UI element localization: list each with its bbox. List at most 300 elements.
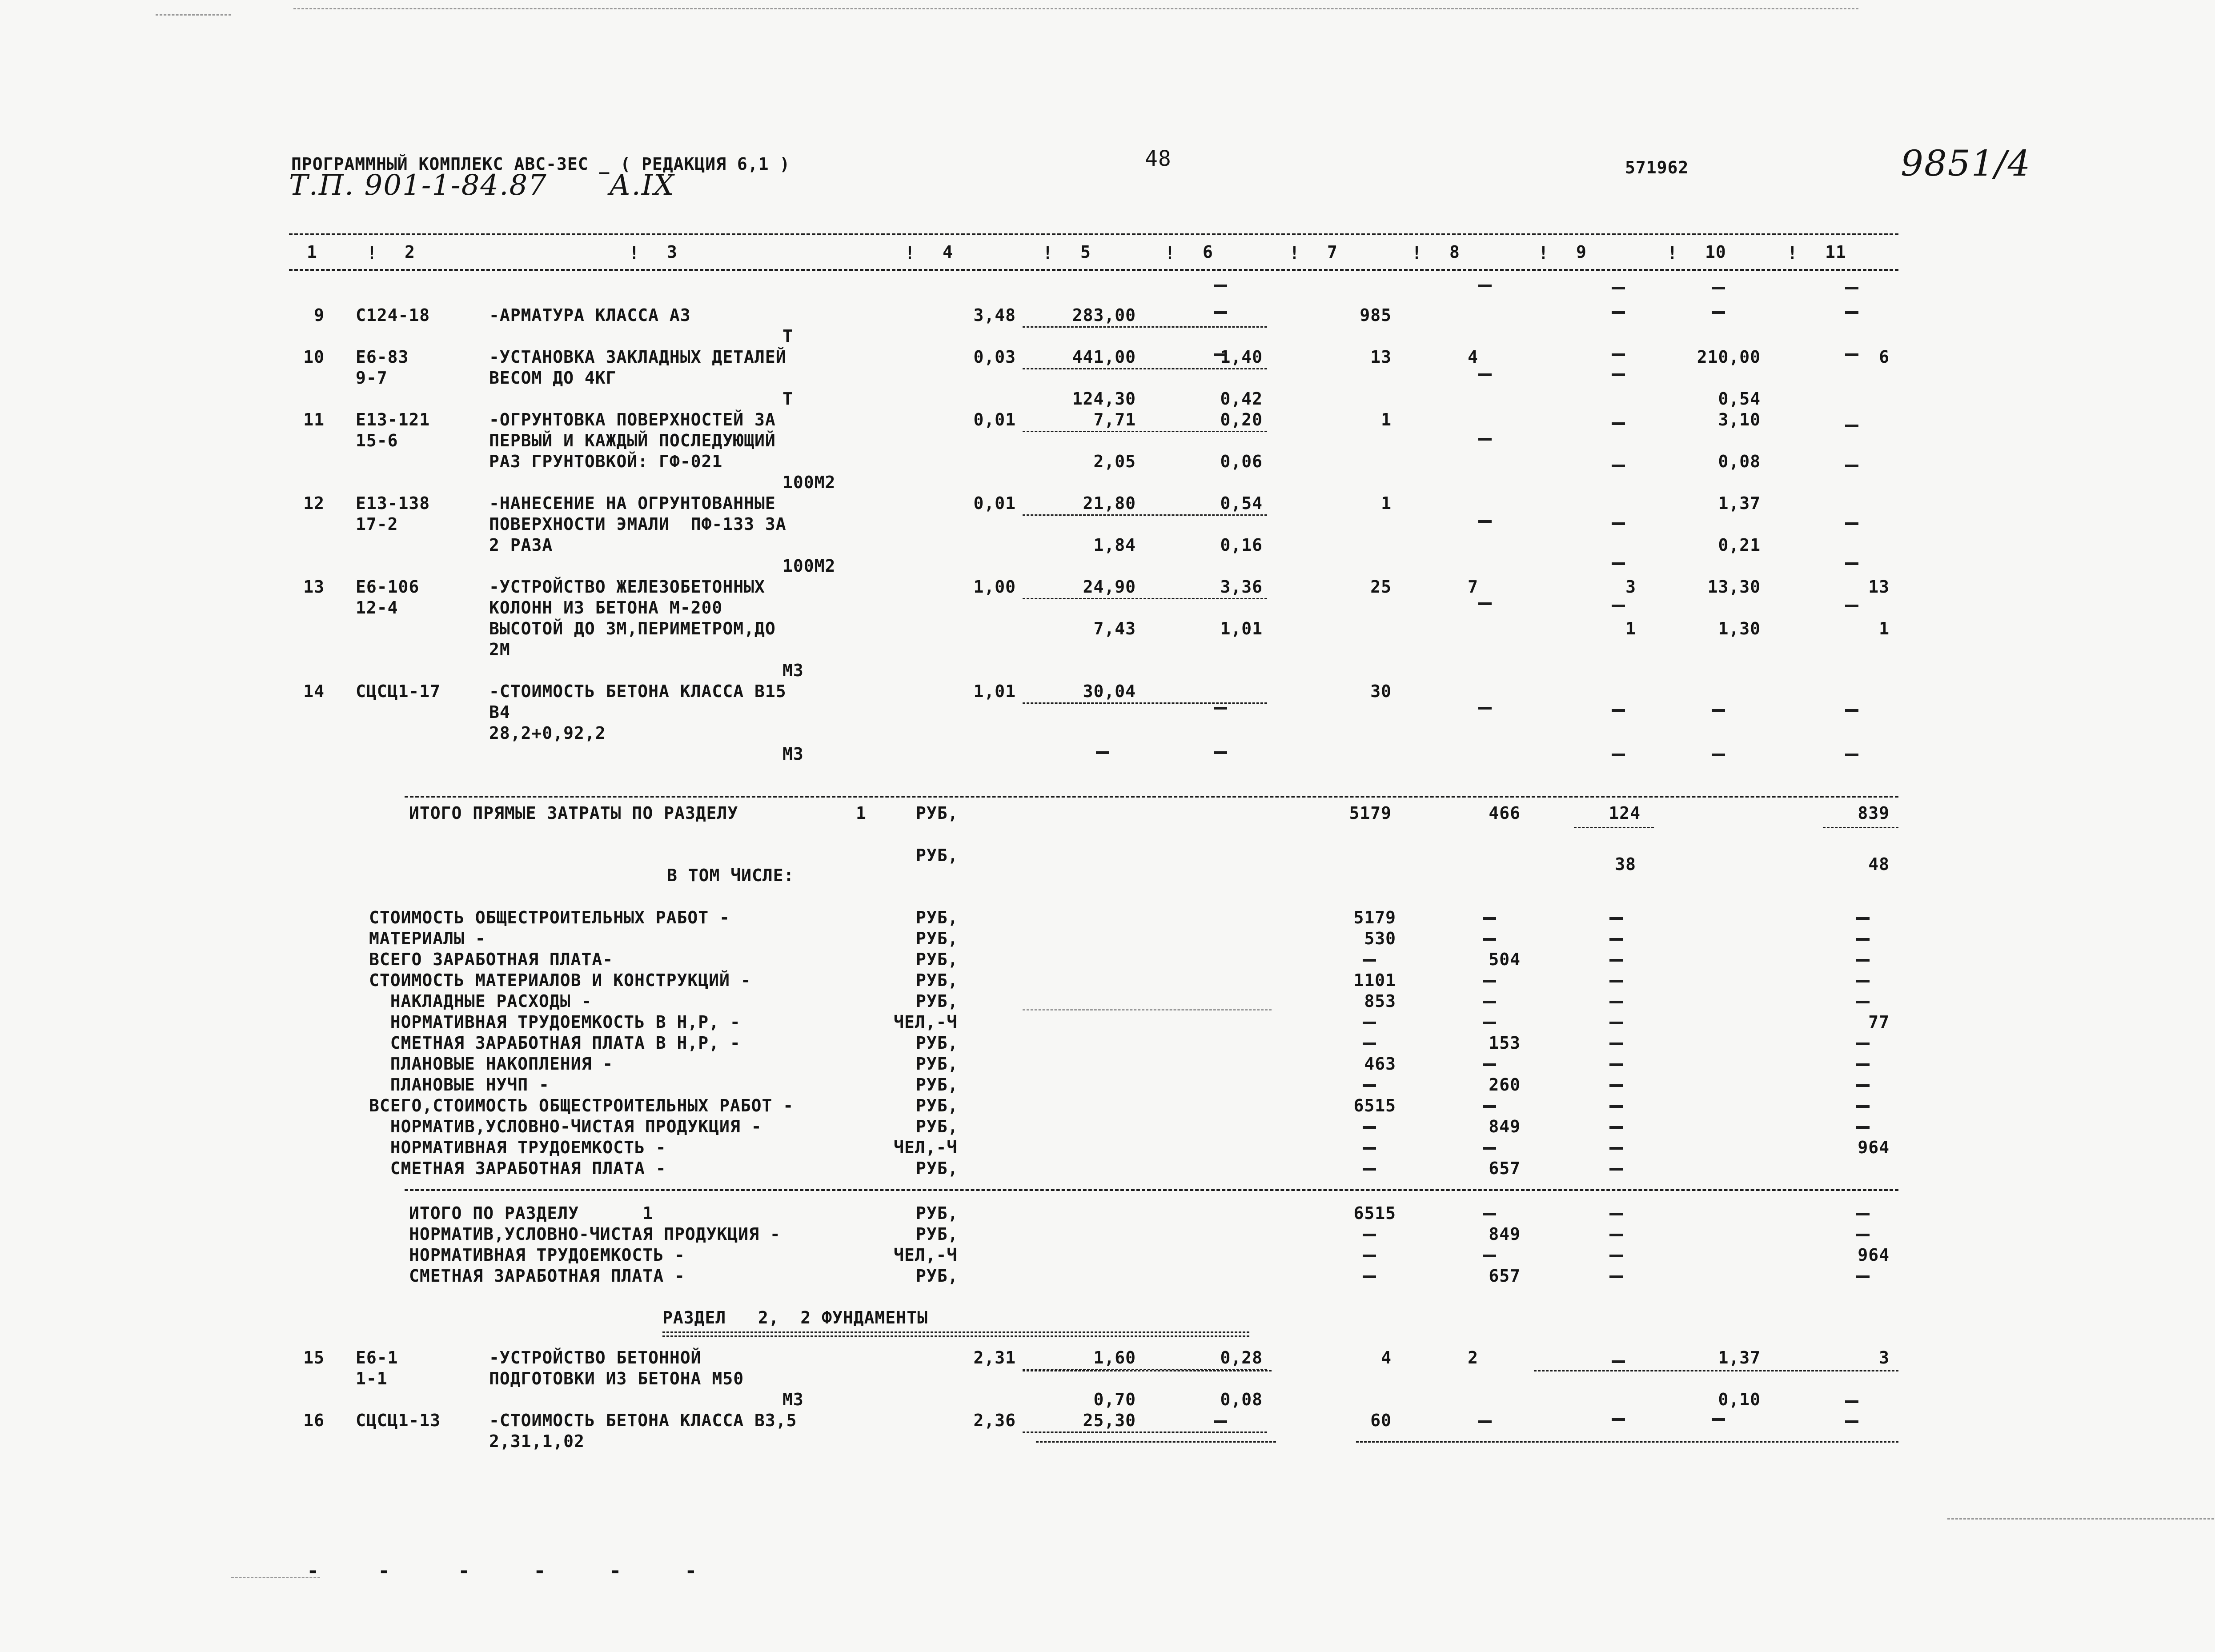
project-number-handwritten: Т.П. 901-1-84.87 bbox=[289, 169, 547, 202]
breakdown-empty-c8 bbox=[1483, 1001, 1496, 1003]
breakdown-empty-c11 bbox=[1856, 1126, 1870, 1129]
column-header-6: 6 bbox=[1203, 242, 1213, 262]
breakdown-label: ВСЕГО,СТОИМОСТЬ ОБЩЕСТРОИТЕЛЬНЫХ РАБОТ - bbox=[369, 1096, 794, 1115]
item-code: С124-18 bbox=[356, 305, 430, 325]
section-total-empty-c11 bbox=[1856, 1213, 1870, 1215]
item-description: -УСТРОЙСТВО БЕТОННОЙ bbox=[489, 1348, 702, 1367]
dash-mark bbox=[1214, 311, 1227, 314]
dash-mark bbox=[1612, 562, 1625, 565]
column-header-3: 3 bbox=[667, 242, 678, 262]
item-value-c7: 1 bbox=[1381, 410, 1392, 429]
item-code: 12-4 bbox=[356, 598, 398, 617]
item-value-c10: 210,00 bbox=[1697, 347, 1761, 367]
section-total-unit: РУБ, bbox=[916, 1224, 959, 1244]
dash-mark bbox=[1478, 438, 1492, 441]
dash-mark bbox=[1612, 353, 1625, 356]
breakdown-empty-c8 bbox=[1483, 917, 1496, 920]
item-value-c4: 0,01 bbox=[973, 410, 1016, 429]
dash-mark bbox=[1712, 287, 1725, 289]
item-value-c5: 283,00 bbox=[1072, 305, 1136, 325]
item-value-c7: 30 bbox=[1370, 682, 1392, 701]
item-description: 2М bbox=[489, 640, 510, 659]
value-underline bbox=[1534, 1370, 1898, 1371]
stray-dash: - bbox=[378, 1559, 391, 1583]
column-separator: ! bbox=[367, 243, 377, 263]
section2-title: РАЗДЕЛ 2, 2 ФУНДАМЕНТЫ bbox=[662, 1308, 928, 1327]
section-total-label: НОРМАТИВ,УСЛОВНО-ЧИСТАЯ ПРОДУКЦИЯ - bbox=[409, 1224, 781, 1244]
breakdown-unit: ЧЕЛ,-Ч bbox=[894, 1138, 958, 1157]
item-description: ПОВЕРХНОСТИ ЭМАЛИ ПФ-133 ЗА bbox=[489, 514, 786, 534]
item-value-c5: 7,71 bbox=[1093, 410, 1136, 429]
dash-mark bbox=[1845, 425, 1858, 427]
breakdown-empty-c9 bbox=[1609, 959, 1623, 962]
column-header-8: 8 bbox=[1449, 242, 1460, 262]
section-total-empty-c8 bbox=[1483, 1255, 1496, 1257]
item-value-c6: 1,01 bbox=[1220, 619, 1263, 638]
section-total-unit: РУБ, bbox=[916, 1203, 959, 1223]
breakdown-value-c7: 530 bbox=[1364, 929, 1396, 948]
section2-title-underline bbox=[662, 1331, 1249, 1337]
section-total-empty-c11 bbox=[1856, 1234, 1870, 1236]
breakdown-value-c8: 504 bbox=[1489, 950, 1521, 969]
item-value-c5: 1,84 bbox=[1093, 535, 1136, 555]
column-separator: ! bbox=[1667, 243, 1678, 263]
value-underline bbox=[1023, 1431, 1267, 1433]
item-code: Е13-121 bbox=[356, 410, 430, 429]
item-value-c6: 0,54 bbox=[1220, 493, 1263, 513]
column-header-10: 10 bbox=[1705, 242, 1726, 262]
item-value-c10: 1,30 bbox=[1718, 619, 1761, 638]
item-value-c5: 21,80 bbox=[1083, 493, 1136, 513]
item-value-c10: 0,54 bbox=[1718, 389, 1761, 409]
item-value-c8: 7 bbox=[1468, 577, 1478, 597]
item-number: 10 bbox=[303, 347, 325, 367]
item-value-c10: 0,21 bbox=[1718, 535, 1761, 555]
dash-mark bbox=[1845, 1420, 1858, 1423]
dash-mark bbox=[1712, 1418, 1725, 1421]
column-separator: ! bbox=[905, 243, 915, 263]
breakdown-bottom-rule bbox=[405, 1189, 1898, 1191]
item-description: -УСТАНОВКА ЗАКЛАДНЫХ ДЕТАЛЕЙ bbox=[489, 347, 786, 367]
item-value-c5: 124,30 bbox=[1072, 389, 1136, 409]
item-value-c10: 1,37 bbox=[1718, 493, 1761, 513]
direct-costs-c11b: 48 bbox=[1868, 854, 1890, 874]
column-header-7: 7 bbox=[1327, 242, 1338, 262]
section-total-value-c11: 964 bbox=[1858, 1245, 1890, 1265]
item-description: -УСТРОЙСТВО ЖЕЛЕЗОБЕТОННЫХ bbox=[489, 577, 765, 597]
item-description: -ОГРУНТОВКА ПОВЕРХНОСТЕЙ ЗА bbox=[489, 410, 776, 429]
item-number: 15 bbox=[303, 1348, 325, 1367]
item-description: ВЕСОМ ДО 4КГ bbox=[489, 368, 617, 388]
document-code: 571962 bbox=[1625, 158, 1689, 177]
stray-rule-right bbox=[1947, 1518, 2214, 1520]
item-value-c5: 1,60 bbox=[1093, 1348, 1136, 1367]
breakdown-label: НОРМАТИВНАЯ ТРУДОЕМКОСТЬ В Н,Р, - bbox=[369, 1012, 741, 1032]
dash-mark bbox=[1214, 285, 1227, 287]
item-value-c10: 1,37 bbox=[1718, 1348, 1761, 1367]
item-code: 1-1 bbox=[356, 1369, 388, 1388]
item-value-c10: 3,10 bbox=[1718, 410, 1761, 429]
header-bottom-rule bbox=[289, 269, 1898, 271]
value-underline bbox=[1023, 598, 1267, 599]
dash-mark bbox=[1845, 709, 1858, 712]
value-underline bbox=[1023, 326, 1267, 328]
item-value-c8: 2 bbox=[1468, 1348, 1478, 1367]
dash-mark bbox=[1845, 1400, 1858, 1403]
item-description: М3 bbox=[782, 744, 804, 764]
stray-dash: - bbox=[685, 1559, 698, 1583]
item-value-c8: 4 bbox=[1468, 347, 1478, 367]
breakdown-label: НАКЛАДНЫЕ РАСХОДЫ - bbox=[369, 991, 592, 1011]
item-description: 28,2+0,92,2 bbox=[489, 723, 606, 743]
breakdown-unit: РУБ, bbox=[916, 970, 959, 990]
dash-mark bbox=[1612, 522, 1625, 525]
item-value-c11: 1 bbox=[1879, 619, 1890, 638]
totals-underline bbox=[1574, 827, 1654, 828]
section-total-value-c7: 6515 bbox=[1353, 1203, 1396, 1223]
breakdown-empty-c9 bbox=[1609, 980, 1623, 982]
breakdown-empty-c7 bbox=[1363, 1084, 1376, 1087]
breakdown-empty-c11 bbox=[1856, 1105, 1870, 1108]
sheet-number-handwritten: 9851/4 bbox=[1901, 143, 2031, 184]
dash-mark bbox=[1478, 707, 1492, 710]
breakdown-empty-c9 bbox=[1609, 1063, 1623, 1066]
breakdown-value-c7: 6515 bbox=[1353, 1096, 1396, 1115]
breakdown-empty-c7 bbox=[1363, 1043, 1376, 1045]
item-description: ВЫСОТОЙ ДО 3М,ПЕРИМЕТРОМ,ДО bbox=[489, 619, 776, 638]
breakdown-empty-c7 bbox=[1363, 1168, 1376, 1171]
item-value-c7: 1 bbox=[1381, 493, 1392, 513]
breakdown-empty-c9 bbox=[1609, 938, 1623, 941]
dash-mark bbox=[1845, 605, 1858, 607]
breakdown-unit: РУБ, bbox=[916, 950, 959, 969]
item-value-c5: 25,30 bbox=[1083, 1411, 1136, 1430]
item-value-c11: 6 bbox=[1879, 347, 1890, 367]
breakdown-empty-c8 bbox=[1483, 1147, 1496, 1150]
dash-mark bbox=[1612, 709, 1625, 712]
item-value-c7: 25 bbox=[1370, 577, 1392, 597]
direct-costs-section: 1 bbox=[856, 803, 867, 823]
dash-mark bbox=[1845, 465, 1858, 467]
direct-costs-c8: 466 bbox=[1489, 803, 1521, 823]
dash-mark bbox=[1612, 1360, 1625, 1363]
direct-costs-c9b: 38 bbox=[1615, 854, 1636, 874]
item-number: 16 bbox=[303, 1411, 325, 1430]
breakdown-unit: РУБ, bbox=[916, 991, 959, 1011]
value-underline bbox=[1356, 1441, 1898, 1443]
column-header-11: 11 bbox=[1825, 242, 1846, 262]
breakdown-empty-c11 bbox=[1856, 1063, 1870, 1066]
breakdown-label: СТОИМОСТЬ МАТЕРИАЛОВ И КОНСТРУКЦИЙ - bbox=[369, 970, 751, 990]
item-description: 100М2 bbox=[782, 473, 836, 492]
dash-mark bbox=[1845, 311, 1858, 314]
item-value-c10: 13,30 bbox=[1707, 577, 1761, 597]
value-underline bbox=[1023, 514, 1267, 516]
stray-rule-top bbox=[293, 8, 1858, 9]
breakdown-empty-c8 bbox=[1483, 1022, 1496, 1024]
breakdown-unit: РУБ, bbox=[916, 1033, 959, 1053]
breakdown-empty-c11 bbox=[1856, 917, 1870, 920]
breakdown-label: НОРМАТИВ,УСЛОВНО-ЧИСТАЯ ПРОДУКЦИЯ - bbox=[369, 1117, 762, 1136]
item-value-c5: 24,90 bbox=[1083, 577, 1136, 597]
item-value-c9: 3 bbox=[1625, 577, 1636, 597]
section-total-empty-c11 bbox=[1856, 1275, 1870, 1278]
dash-mark bbox=[1845, 562, 1858, 565]
breakdown-value-c8: 153 bbox=[1489, 1033, 1521, 1053]
breakdown-empty-c11 bbox=[1856, 959, 1870, 962]
section-total-unit: РУБ, bbox=[916, 1266, 959, 1286]
direct-costs-c11: 839 bbox=[1858, 803, 1890, 823]
dash-mark bbox=[1612, 287, 1625, 289]
section-total-empty-c8 bbox=[1483, 1213, 1496, 1215]
item-description: Т bbox=[782, 326, 793, 346]
stray-dash: - bbox=[458, 1559, 471, 1583]
dash-mark bbox=[1612, 1418, 1625, 1421]
item-description: Т bbox=[782, 389, 793, 409]
item-description: КОЛОНН ИЗ БЕТОНА М-200 bbox=[489, 598, 723, 617]
item-value-c6: 0,28 bbox=[1220, 1348, 1263, 1367]
section-total-empty-c9 bbox=[1609, 1234, 1623, 1236]
breakdown-empty-c7 bbox=[1363, 1147, 1376, 1150]
breakdown-empty-c9 bbox=[1609, 1001, 1623, 1003]
item-value-c4: 3,48 bbox=[973, 305, 1016, 325]
breakdown-unit: ЧЕЛ,-Ч bbox=[894, 1012, 958, 1032]
item-value-c4: 1,00 bbox=[973, 577, 1016, 597]
dash-mark bbox=[1478, 602, 1492, 605]
item-value-c5: 0,70 bbox=[1093, 1390, 1136, 1409]
breakdown-label: НОРМАТИВНАЯ ТРУДОЕМКОСТЬ - bbox=[369, 1138, 666, 1157]
item-value-c4: 1,01 bbox=[973, 682, 1016, 701]
table-top-rule bbox=[289, 233, 1898, 235]
section-total-value-c8: 657 bbox=[1489, 1266, 1521, 1286]
value-underline bbox=[1023, 702, 1267, 704]
section-total-label: НОРМАТИВНАЯ ТРУДОЕМКОСТЬ - bbox=[409, 1245, 685, 1265]
item-code: СЦСЦ1-13 bbox=[356, 1411, 441, 1430]
section-total-empty-c9 bbox=[1609, 1275, 1623, 1278]
dash-mark bbox=[1214, 707, 1227, 710]
dash-mark bbox=[1612, 465, 1625, 467]
item-description: В4 bbox=[489, 702, 510, 722]
column-header-4: 4 bbox=[943, 242, 953, 262]
dash-mark bbox=[1612, 373, 1625, 376]
page-number: 48 bbox=[1145, 146, 1172, 171]
breakdown-empty-c9 bbox=[1609, 1147, 1623, 1150]
dash-mark bbox=[1478, 285, 1492, 287]
item-number: 12 bbox=[303, 493, 325, 513]
dash-mark bbox=[1845, 287, 1858, 289]
column-separator: ! bbox=[1787, 243, 1798, 263]
column-separator: ! bbox=[1043, 243, 1053, 263]
breakdown-label: СМЕТНАЯ ЗАРАБОТНАЯ ПЛАТА - bbox=[369, 1159, 666, 1178]
breakdown-label: ВСЕГО ЗАРАБОТНАЯ ПЛАТА- bbox=[369, 950, 614, 969]
column-header-5: 5 bbox=[1080, 242, 1091, 262]
dash-mark bbox=[1214, 1420, 1227, 1423]
breakdown-empty-c9 bbox=[1609, 917, 1623, 920]
section-total-label: СМЕТНАЯ ЗАРАБОТНАЯ ПЛАТА - bbox=[409, 1266, 685, 1286]
item-code: Е13-138 bbox=[356, 493, 430, 513]
breakdown-label: СМЕТНАЯ ЗАРАБОТНАЯ ПЛАТА В Н,Р, - bbox=[369, 1033, 741, 1053]
item-value-c7: 985 bbox=[1360, 305, 1392, 325]
breakdown-label: СТОИМОСТЬ ОБЩЕСТРОИТЕЛЬНЫХ РАБОТ - bbox=[369, 908, 730, 927]
dash-mark bbox=[1478, 373, 1492, 376]
dash-mark bbox=[1096, 751, 1109, 754]
section-total-value-c8: 849 bbox=[1489, 1224, 1521, 1244]
section-total-unit: ЧЕЛ,-Ч bbox=[894, 1245, 958, 1265]
stray-rule-top-left bbox=[156, 14, 231, 16]
breakdown-value-c7: 5179 bbox=[1353, 908, 1396, 927]
item-number: 14 bbox=[303, 682, 325, 701]
dash-mark bbox=[1845, 522, 1858, 525]
section-total-empty-c7 bbox=[1363, 1275, 1376, 1278]
section-total-empty-c7 bbox=[1363, 1255, 1376, 1257]
breakdown-empty-c9 bbox=[1609, 1022, 1623, 1024]
dash-mark bbox=[1845, 353, 1858, 356]
breakdown-empty-c11 bbox=[1856, 1084, 1870, 1087]
breakdown-empty-c11 bbox=[1856, 1043, 1870, 1045]
item-value-c6: 0,06 bbox=[1220, 452, 1263, 471]
value-underline bbox=[1023, 1370, 1272, 1371]
breakdown-empty-c9 bbox=[1609, 1168, 1623, 1171]
breakdown-empty-c8 bbox=[1483, 1063, 1496, 1066]
dash-mark bbox=[1712, 709, 1725, 712]
item-number: 11 bbox=[303, 410, 325, 429]
stray-dash: - bbox=[534, 1559, 546, 1583]
breakdown-value-c8: 849 bbox=[1489, 1117, 1521, 1136]
column-header-1: 1 bbox=[307, 242, 317, 262]
item-value-c10: 0,10 bbox=[1718, 1390, 1761, 1409]
breakdown-unit: РУБ, bbox=[916, 1159, 959, 1178]
column-separator: ! bbox=[1289, 243, 1300, 263]
column-separator: ! bbox=[629, 243, 640, 263]
breakdown-value-c11: 77 bbox=[1868, 1012, 1890, 1032]
section-total-label: ИТОГО ПО РАЗДЕЛУ 1 bbox=[409, 1203, 654, 1223]
breakdown-label: ПЛАНОВЫЕ НУЧП - bbox=[369, 1075, 550, 1095]
breakdown-empty-c7 bbox=[1363, 959, 1376, 962]
item-code: 15-6 bbox=[356, 431, 398, 450]
column-separator: ! bbox=[1538, 243, 1549, 263]
album-handwritten: А.IX bbox=[609, 169, 675, 202]
item-value-c10: 0,08 bbox=[1718, 452, 1761, 471]
breakdown-unit: РУБ, bbox=[916, 1117, 959, 1136]
value-underline-faint bbox=[1023, 1009, 1272, 1010]
dash-mark bbox=[1214, 353, 1227, 356]
breakdown-empty-c11 bbox=[1856, 980, 1870, 982]
program-header: ПРОГРАММНЫЙ КОМПЛЕКС АВС-ЗЕС _ ( РЕДАКЦИЯ 6,1 ) bbox=[291, 154, 790, 174]
stray-dash: - bbox=[609, 1559, 622, 1583]
breakdown-value-c11: 964 bbox=[1858, 1138, 1890, 1157]
item-value-c7: 4 bbox=[1381, 1348, 1392, 1367]
direct-costs-c9: 124 bbox=[1609, 803, 1641, 823]
item-code: Е6-106 bbox=[356, 577, 420, 597]
item-code: 17-2 bbox=[356, 514, 398, 534]
item-value-c6: 3,36 bbox=[1220, 577, 1263, 597]
breakdown-value-c7: 463 bbox=[1364, 1054, 1396, 1074]
item-description: ПОДГОТОВКИ ИЗ БЕТОНА М50 bbox=[489, 1369, 744, 1388]
value-underline bbox=[1036, 1441, 1276, 1443]
item-value-c6: 0,42 bbox=[1220, 389, 1263, 409]
breakdown-unit: РУБ, bbox=[916, 929, 959, 948]
item-value-c4: 2,31 bbox=[973, 1348, 1016, 1367]
direct-costs-unit-2: РУБ, bbox=[916, 846, 959, 865]
breakdown-empty-c9 bbox=[1609, 1043, 1623, 1045]
item-value-c11: 13 bbox=[1868, 577, 1890, 597]
breakdown-value-c8: 657 bbox=[1489, 1159, 1521, 1178]
breakdown-empty-c7 bbox=[1363, 1022, 1376, 1024]
breakdown-value-c7: 1101 bbox=[1353, 970, 1396, 990]
section-total-empty-c9 bbox=[1609, 1213, 1623, 1215]
item-value-c6: 0,16 bbox=[1220, 535, 1263, 555]
item-description: 2,31,1,02 bbox=[489, 1431, 585, 1451]
item-code: Е6-83 bbox=[356, 347, 409, 367]
direct-costs-c7: 5179 bbox=[1349, 803, 1392, 823]
item-value-c7: 60 bbox=[1370, 1411, 1392, 1430]
dash-mark bbox=[1478, 1420, 1492, 1423]
item-value-c9: 1 bbox=[1625, 619, 1636, 638]
item-value-c5: 2,05 bbox=[1093, 452, 1136, 471]
dash-mark bbox=[1478, 520, 1492, 523]
item-description: М3 bbox=[782, 1390, 804, 1409]
direct-costs-label: ИТОГО ПРЯМЫЕ ЗАТРАТЫ ПО РАЗДЕЛУ bbox=[409, 803, 738, 823]
item-description: М3 bbox=[782, 661, 804, 680]
item-number: 13 bbox=[303, 577, 325, 597]
dash-mark bbox=[1612, 422, 1625, 425]
breakdown-empty-c8 bbox=[1483, 980, 1496, 982]
item-description: 100М2 bbox=[782, 556, 836, 576]
item-description: -СТОИМОСТЬ БЕТОНА КЛАССА В3,5 bbox=[489, 1411, 797, 1430]
item-description: -НАНЕСЕНИЕ НА ОГРУНТОВАННЫЕ bbox=[489, 493, 776, 513]
dash-mark bbox=[1612, 311, 1625, 314]
dash-mark bbox=[1712, 754, 1725, 756]
item-value-c4: 2,36 bbox=[973, 1411, 1016, 1430]
dash-mark bbox=[1845, 754, 1858, 756]
stray-dash: - bbox=[307, 1559, 320, 1583]
dash-mark bbox=[1612, 754, 1625, 756]
dash-mark bbox=[1214, 751, 1227, 754]
breakdown-empty-c8 bbox=[1483, 1105, 1496, 1108]
totals-top-rule bbox=[405, 796, 1898, 798]
breakdown-empty-c9 bbox=[1609, 1126, 1623, 1129]
item-value-c6: 1,40 bbox=[1220, 347, 1263, 367]
item-value-c6: 0,08 bbox=[1220, 1390, 1263, 1409]
breakdown-unit: РУБ, bbox=[916, 1096, 959, 1115]
breakdown-empty-c9 bbox=[1609, 1084, 1623, 1087]
item-value-c7: 13 bbox=[1370, 347, 1392, 367]
breakdown-unit: РУБ, bbox=[916, 1075, 959, 1095]
breakdown-empty-c7 bbox=[1363, 1126, 1376, 1129]
breakdown-empty-c9 bbox=[1609, 1105, 1623, 1108]
breakdown-label: МАТЕРИАЛЫ - bbox=[369, 929, 486, 948]
section-total-empty-c9 bbox=[1609, 1255, 1623, 1257]
item-description: 2 РАЗА bbox=[489, 535, 553, 555]
value-underline bbox=[1023, 431, 1267, 432]
breakdown-value-c8: 260 bbox=[1489, 1075, 1521, 1095]
item-value-c5: 441,00 bbox=[1072, 347, 1136, 367]
column-header-2: 2 bbox=[405, 242, 415, 262]
column-separator: ! bbox=[1165, 243, 1176, 263]
item-value-c11: 3 bbox=[1879, 1348, 1890, 1367]
breakdown-empty-c8 bbox=[1483, 938, 1496, 941]
breakdown-unit: РУБ, bbox=[916, 1054, 959, 1074]
totals-underline bbox=[1823, 827, 1898, 828]
item-code: Е6-1 bbox=[356, 1348, 398, 1367]
direct-costs-unit: РУБ, bbox=[916, 803, 959, 823]
dash-mark bbox=[1612, 605, 1625, 607]
breakdown-label: ПЛАНОВЫЕ НАКОПЛЕНИЯ - bbox=[369, 1054, 614, 1074]
item-code: 9-7 bbox=[356, 368, 388, 388]
item-value-c5: 30,04 bbox=[1083, 682, 1136, 701]
item-value-c4: 0,01 bbox=[973, 493, 1016, 513]
column-separator: ! bbox=[1412, 243, 1422, 263]
